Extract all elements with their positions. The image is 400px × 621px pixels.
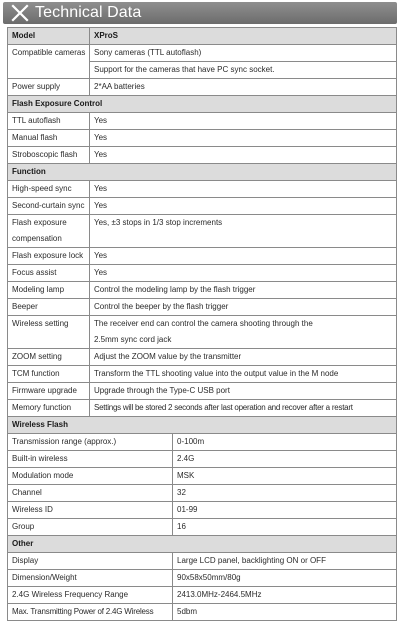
row-value: Large LCD panel, backlighting ON or OFF [173, 553, 397, 570]
row-label: Focus assist [8, 265, 90, 282]
table-row-compatible [8, 45, 397, 62]
table-row [8, 282, 397, 299]
table-row [8, 181, 397, 198]
close-x-icon [9, 2, 31, 24]
row-label: Dimension/Weight [8, 570, 173, 587]
row-value: Sony cameras (TTL autoflash) [90, 45, 397, 62]
row-value [90, 316, 397, 349]
row-value: 01-99 [173, 502, 397, 519]
row-value: Settings will be stored 2 seconds after last operation and recover after a restart [90, 400, 397, 417]
section-title: Function [8, 164, 397, 181]
table-row [8, 434, 397, 451]
row-value: Yes [90, 248, 397, 265]
table-row [8, 502, 397, 519]
table-row [8, 130, 397, 147]
table-row [8, 349, 397, 366]
table-row [8, 587, 397, 604]
table-row [8, 113, 397, 130]
table-row [8, 215, 397, 248]
row-label: Second-curtain sync [8, 198, 90, 215]
table-row [8, 248, 397, 265]
table-row [8, 316, 397, 349]
model-value: XProS [90, 28, 397, 45]
row-label: Modulation mode [8, 468, 173, 485]
table-row [8, 198, 397, 215]
row-label: Power supply [8, 79, 90, 96]
row-label: Group [8, 519, 173, 536]
row-label: Channel [8, 485, 173, 502]
row-value: Upgrade through the Type-C USB port [90, 383, 397, 400]
row-value: MSK [173, 468, 397, 485]
model-label: Model [8, 28, 90, 45]
row-value: Yes [90, 130, 397, 147]
table-row [8, 604, 397, 621]
section-row [8, 536, 397, 553]
row-value-line: 2.5mm sync cord jack [94, 335, 172, 344]
row-label: Firmware upgrade [8, 383, 90, 400]
row-value: 32 [173, 485, 397, 502]
section-title: Other [8, 536, 397, 553]
row-label: TTL autoflash [8, 113, 90, 130]
row-label: Flash exposure lock [8, 248, 90, 265]
table-row-power [8, 79, 397, 96]
row-label-line: compensation [12, 234, 62, 243]
row-value: Yes [90, 113, 397, 130]
section-header [3, 2, 397, 24]
row-value: 16 [173, 519, 397, 536]
row-value: 5dbm [173, 604, 397, 621]
row-value: Transform the TTL shooting value into the output value in the M node [90, 366, 397, 383]
row-value: Yes [90, 147, 397, 164]
row-label [8, 215, 90, 248]
row-value: Yes [90, 198, 397, 215]
row-label: Stroboscopic flash [8, 147, 90, 164]
table-row [8, 265, 397, 282]
section-row [8, 164, 397, 181]
page-title: Technical Data [35, 4, 142, 21]
row-label: Modeling lamp [8, 282, 90, 299]
table-row [8, 468, 397, 485]
row-label: Max. Transmitting Power of 2.4G Wireless [8, 604, 173, 621]
table-row-model [8, 28, 397, 45]
table-row [8, 570, 397, 587]
row-label: Memory function [8, 400, 90, 417]
row-value-line: The receiver end can control the camera shooting through the [94, 319, 313, 328]
row-label: Beeper [8, 299, 90, 316]
row-value: Control the modeling lamp by the flash trigger [90, 282, 397, 299]
section-title: Flash Exposure Control [8, 96, 397, 113]
row-label: 2.4G Wireless Frequency Range [8, 587, 173, 604]
row-label: Transmission range (approx.) [8, 434, 173, 451]
table-row [8, 400, 397, 417]
row-value: Yes [90, 265, 397, 282]
row-value: 90x58x50mm/80g [173, 570, 397, 587]
row-label: Wireless setting [8, 316, 90, 349]
row-label-line: Flash exposure [12, 218, 67, 227]
table-row [8, 451, 397, 468]
section-row [8, 96, 397, 113]
row-value: 0-100m [173, 434, 397, 451]
table-row [8, 383, 397, 400]
row-label: High-speed sync [8, 181, 90, 198]
row-label: Manual flash [8, 130, 90, 147]
row-label: Built-in wireless [8, 451, 173, 468]
row-value: 2.4G [173, 451, 397, 468]
row-value: Control the beeper by the flash trigger [90, 299, 397, 316]
table-row [8, 485, 397, 502]
row-label: Display [8, 553, 173, 570]
row-value: 2413.0MHz-2464.5MHz [173, 587, 397, 604]
section-row [8, 417, 397, 434]
table-row [8, 147, 397, 164]
table-row [8, 553, 397, 570]
section-title: Wireless Flash [8, 417, 397, 434]
table-row [8, 366, 397, 383]
row-value: Adjust the ZOOM value by the transmitter [90, 349, 397, 366]
row-label: ZOOM setting [8, 349, 90, 366]
row-label: Wireless ID [8, 502, 173, 519]
row-value: Support for the cameras that have PC sync socket. [90, 62, 397, 79]
table-row [8, 519, 397, 536]
row-value: Yes [90, 181, 397, 198]
table-row [8, 299, 397, 316]
row-label: Compatible cameras [8, 45, 90, 79]
row-value: 2*AA batteries [90, 79, 397, 96]
row-value: Yes, ±3 stops in 1/3 stop increments [90, 215, 397, 248]
spec-table [7, 27, 397, 621]
row-label: TCM function [8, 366, 90, 383]
